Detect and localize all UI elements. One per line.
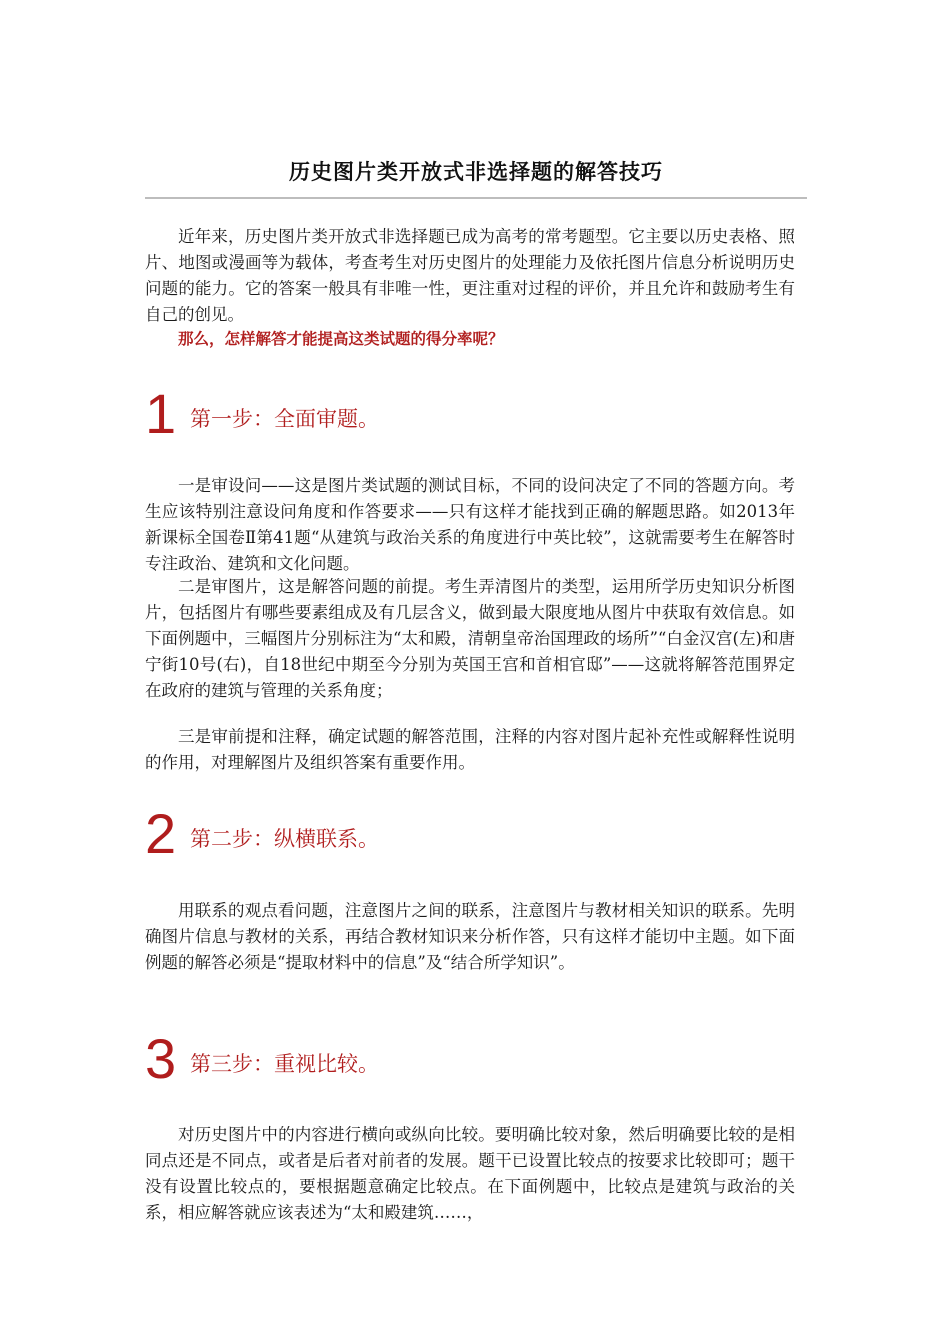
step-3-number: 3 (145, 1027, 177, 1090)
guiding-question: 那么，怎样解答才能提高这类试题的得分率呢？ (178, 330, 504, 348)
step-1-paragraph-1: 一是审设问——这是图片类试题的测试目标，不同的设问决定了不同的答题方向。考生应该特别注意设问角度和作答要求——只有这样才能找到正确的解题思路。如2013年新课标全国卷Ⅱ第41题“从建筑与政治关系的角度进行中英比较”，这就需要考生在解答时专注政治、建筑和文化问题。 (145, 476, 795, 573)
step-2-title: 第二步：纵横联系。 (190, 827, 379, 851)
step-3-paragraph-1: 对历史图片中的内容进行横向或纵向比较。要明确比较对象，然后明确要比较的是相同点还是不同点，或者是后者对前者的发展。题干已设置比较点的按要求比较即可；题干没有设置比较点的，要根据题意确定比较点。在下面例题中，比较点是建筑与政治的关系，相应解答就应该表述为“太和殿建筑……， (145, 1125, 795, 1222)
document-title: 历史图片类开放式非选择题的解答技巧 (289, 160, 663, 184)
step-1-number: 1 (145, 382, 177, 445)
intro-paragraph: 近年来，历史图片类开放式非选择题已成为高考的常考题型。它主要以历史表格、照片、地图或漫画等为载体，考查考生对历史图片的处理能力及依托图片信息分析说明历史问题的能力。它的答案一般具有非唯一性，更注重对过程的评价，并且允许和鼓励考生有自己的创见。 (145, 227, 795, 324)
step-1-title: 第一步：全面审题。 (190, 407, 379, 431)
step-1-paragraph-3: 三是审前提和注释，确定试题的解答范围，注释的内容对图片起补充性或解释性说明的作用，对理解图片及组织答案有重要作用。 (145, 727, 795, 772)
step-2-number: 2 (145, 802, 177, 865)
title-divider (145, 197, 807, 199)
step-2-paragraph-1: 用联系的观点看问题，注意图片之间的联系，注意图片与教材相关知识的联系。先明确图片信息与教材的关系，再结合教材知识来分析作答，只有这样才能切中主题。如下面例题的解答必须是“提取材料中的信息”及“结合所学知识”。 (145, 901, 795, 972)
step-1-paragraph-2: 二是审图片，这是解答问题的前提。考生弄清图片的类型，运用所学历史知识分析图片，包括图片有哪些要素组成及有几层含义，做到最大限度地从图片中获取有效信息。如下面例题中，三幅图片分别标注为“太和殿，清朝皇帝治国理政的场所”“白金汉宫(左)和唐宁街10号(右)，自18世纪中期至今分别为英国王宫和首相官邸”——这就将解答范围界定在政府的建筑与管理的关系角度； (145, 577, 795, 700)
step-3-title: 第三步：重视比较。 (190, 1052, 379, 1076)
